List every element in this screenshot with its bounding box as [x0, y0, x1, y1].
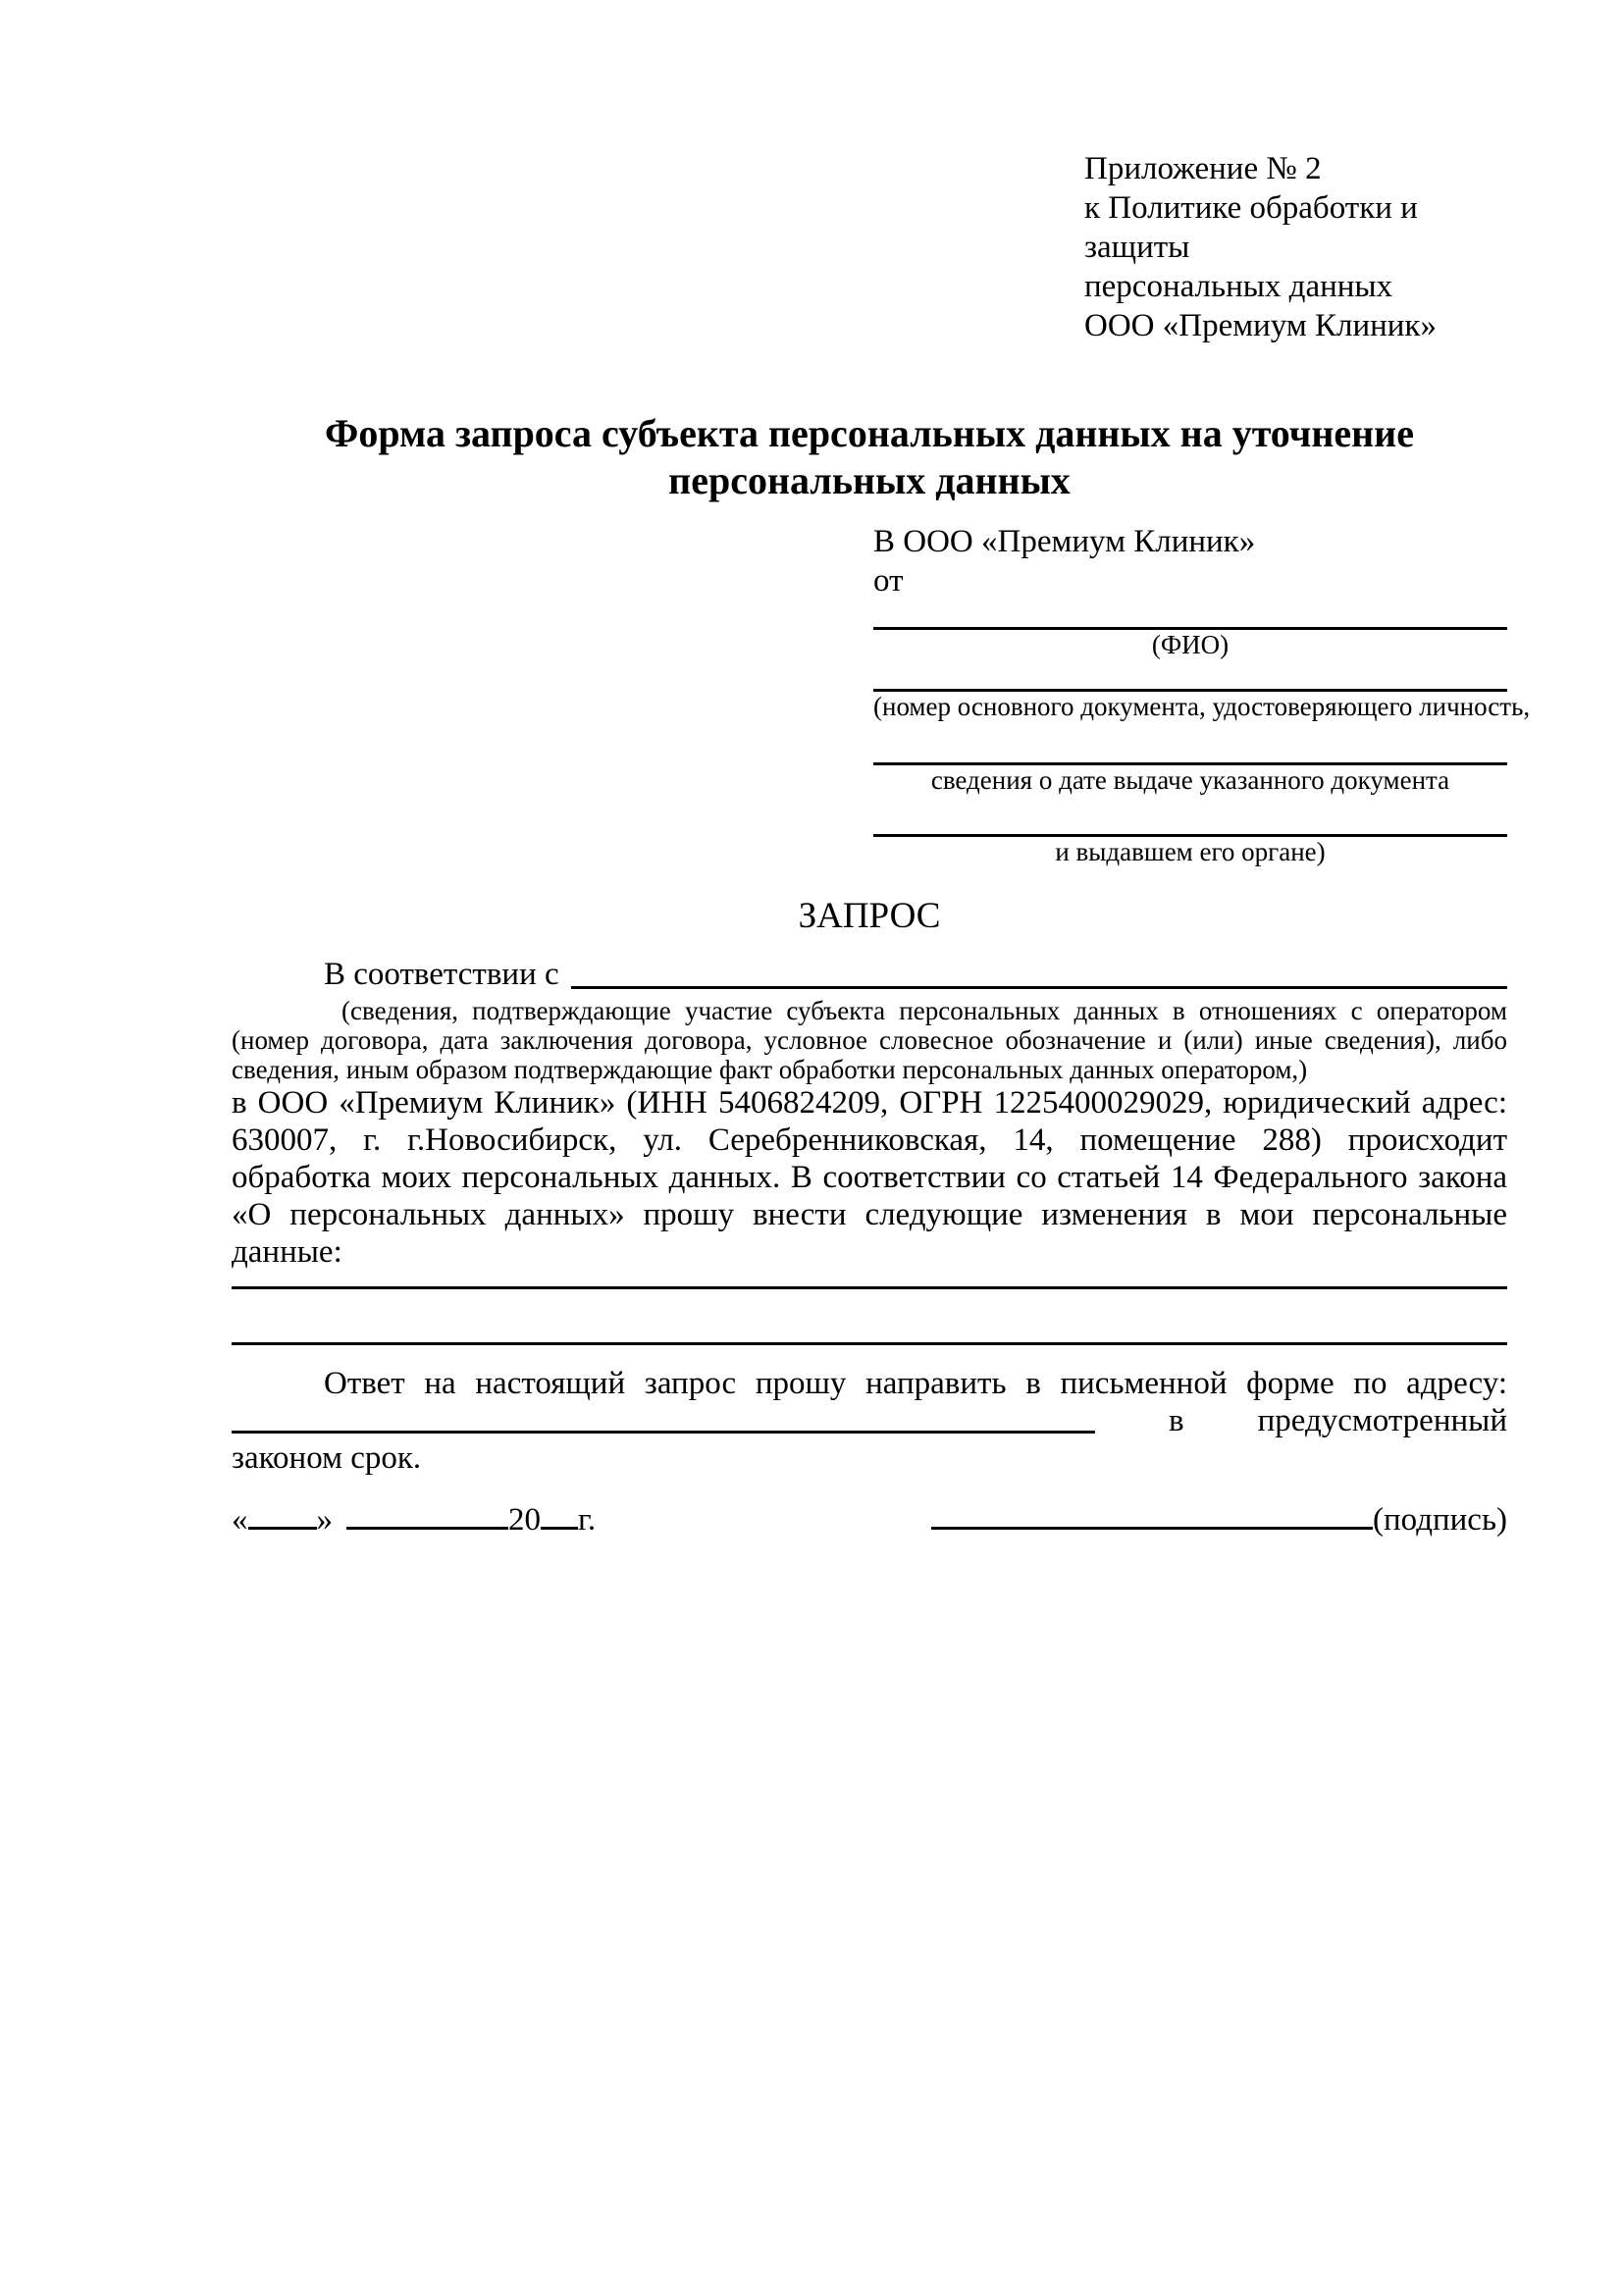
date-signature-row — [232, 1500, 1507, 1539]
reply-address-line — [232, 1402, 1507, 1439]
request-heading: ЗАПРОС — [798, 896, 941, 936]
field-issue-date — [873, 749, 1507, 795]
reply-lead-text: Ответ на настоящий запрос прошу направить в письменной форме по адресу: — [324, 1366, 1507, 1401]
fill-in-line-document-number — [873, 675, 1507, 692]
page-title: Форма запроса субъекта персональных данных на уточнение персональных данных — [325, 411, 1414, 502]
appendix-header — [1084, 149, 1507, 345]
date-quote-close: » — [316, 1502, 333, 1538]
intro-lead-text: В соответствии с — [324, 957, 559, 992]
signature-field — [931, 1500, 1507, 1539]
appendix-header-line: персональных данных — [1084, 269, 1393, 304]
intro-fine-print: (сведения, подтверждающие участие субъекта персональных данных в отношениях с оператором (номер договора, дата заключения договора, условное словесное обозначение и (или) иные сведения), либо сведения, иным образом подтверждающие факт обработки персональных данных оператором,) — [232, 996, 1507, 1084]
field-document-number — [873, 675, 1531, 721]
addressee-from: от — [873, 563, 904, 599]
addressee-block — [873, 522, 1531, 866]
date-year-suffix: г. — [578, 1502, 597, 1538]
reply-tail-rest: законом срок. — [232, 1440, 422, 1476]
date-year-prefix: 20 — [508, 1502, 541, 1538]
field-caption-fio: (ФИО) — [1151, 630, 1230, 659]
field-caption-issuing-authority: и выдавшем его органе) — [1055, 837, 1326, 866]
field-issuing-authority — [873, 820, 1507, 866]
reply-tail-word-1: в — [1169, 1403, 1184, 1438]
fill-in-line-address — [232, 1402, 1095, 1434]
appendix-header-line: Приложение № 2 — [1084, 151, 1322, 186]
reply-paragraph — [232, 1365, 1507, 1477]
field-caption-document-number: (номер основного документа, удостоверяющего личность, — [873, 692, 1531, 721]
fill-in-line-month — [346, 1527, 508, 1530]
reply-tail-word-2: предусмотренный — [1257, 1403, 1507, 1438]
fill-in-line-changes-1 — [232, 1271, 1507, 1289]
date-field — [232, 1500, 596, 1539]
fill-in-line-issue-date — [873, 749, 1507, 765]
addressee-to: В ООО «Премиум Клиник» — [873, 524, 1256, 559]
fill-in-line-issuing-authority — [873, 820, 1507, 837]
appendix-header-line: ООО «Премиум Клиник» — [1084, 308, 1437, 343]
body-paragraph: в ООО «Премиум Клиник» (ИНН 5406824209, ОГРН 1225400029029, юридический адрес: 630007, г. г.Новосибирск, ул. Серебренниковская, 14, помещение 288) происходит обработка моих персональных данных. В соответствии со статьей 14 Федерального закона «О персональных данных» прошу внести следующие изменения в мои персональные данные: — [232, 1085, 1507, 1270]
fill-in-line-fio — [873, 613, 1507, 630]
intro-paragraph — [232, 953, 1507, 996]
fill-in-line-basis — [571, 953, 1507, 989]
field-fio — [873, 613, 1507, 659]
field-caption-issue-date: сведения о дате выдаче указанного документа — [930, 765, 1450, 795]
fill-in-line-changes-2 — [232, 1327, 1507, 1345]
date-quote-open: « — [232, 1502, 248, 1538]
fill-in-line-signature — [931, 1527, 1373, 1530]
fill-in-line-year — [541, 1527, 578, 1530]
signature-caption: (подпись) — [1373, 1502, 1507, 1538]
fill-in-line-day — [248, 1527, 317, 1530]
appendix-header-line: к Политике обработки и защиты — [1084, 190, 1418, 265]
